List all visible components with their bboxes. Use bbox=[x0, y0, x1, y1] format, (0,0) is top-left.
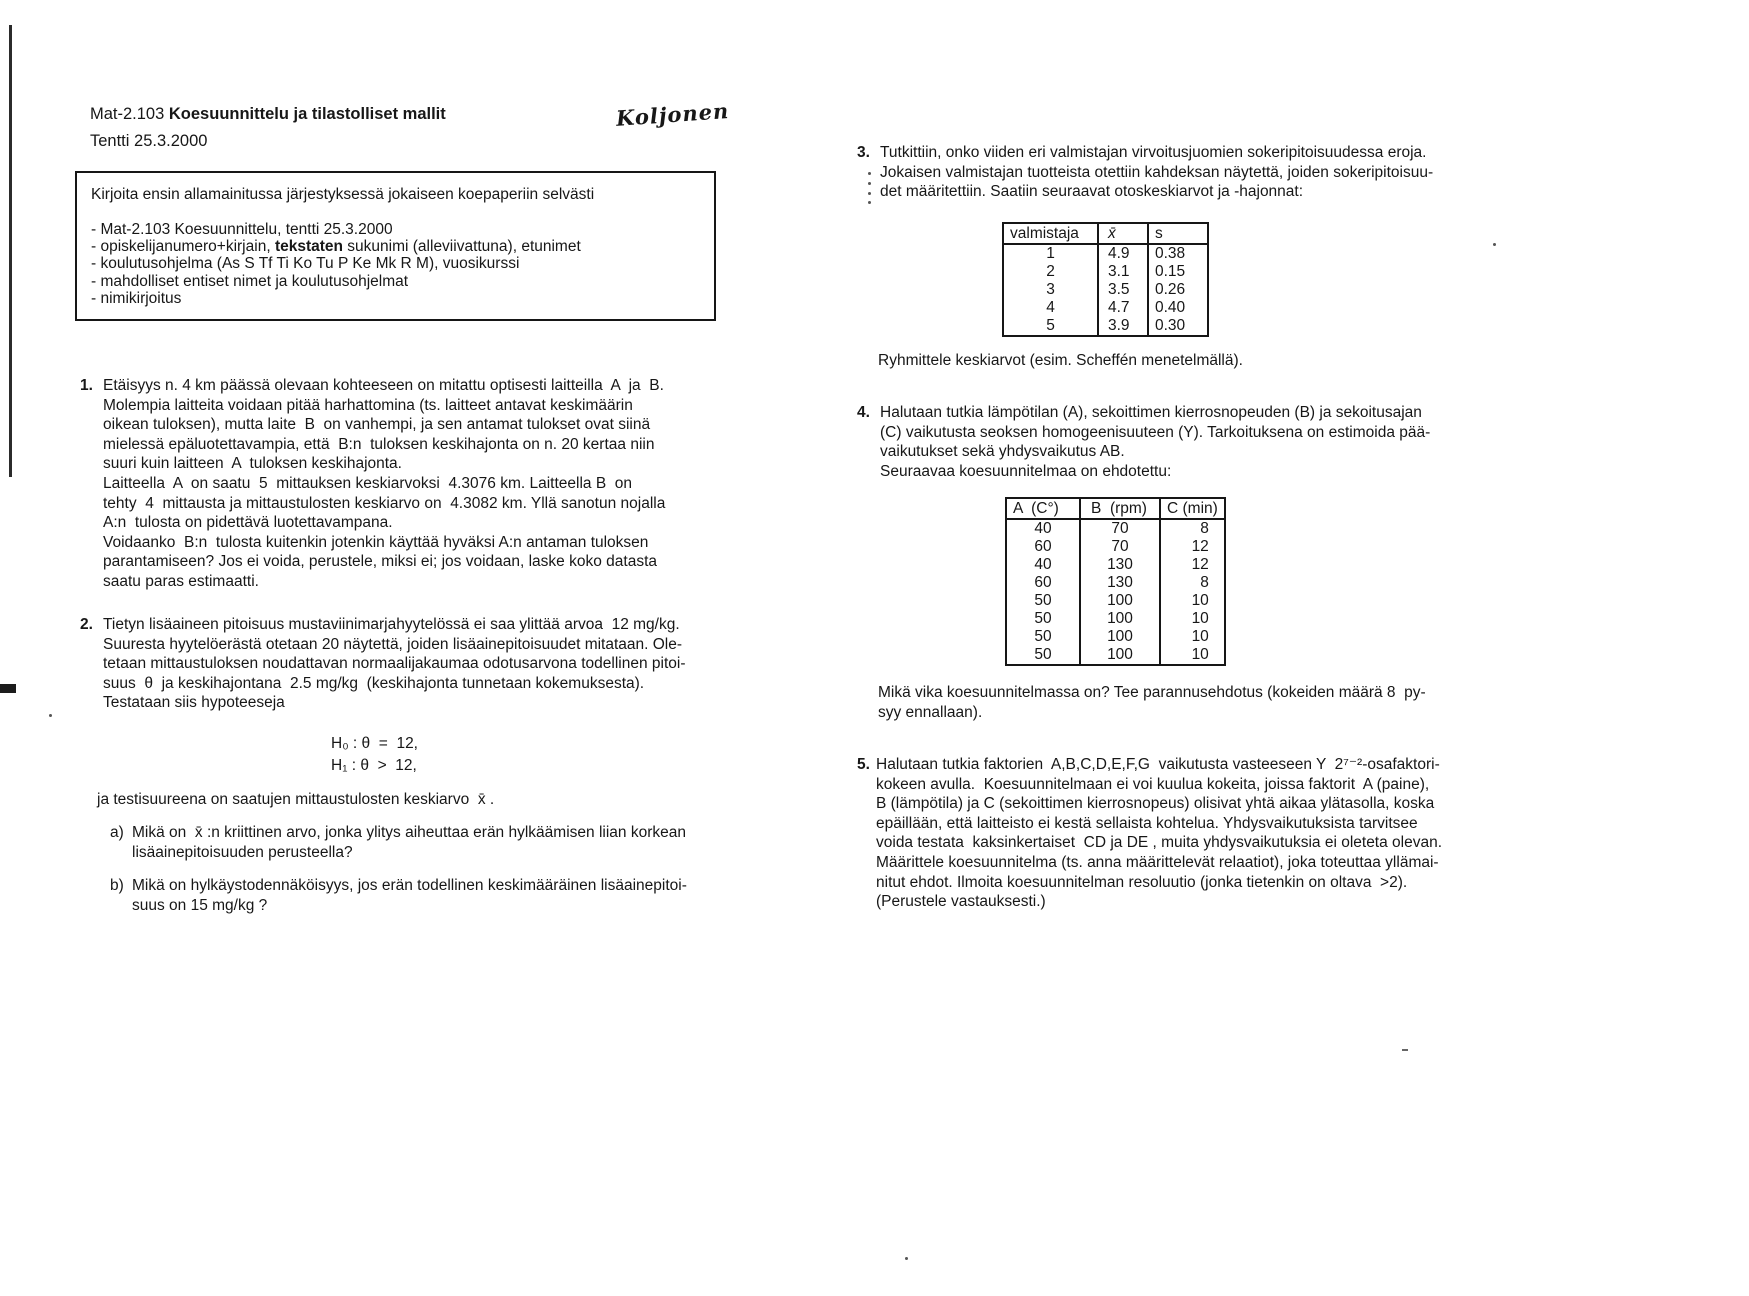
table-cell: 0.26 bbox=[1148, 281, 1208, 299]
table-cell: 50 bbox=[1034, 610, 1052, 627]
table-cell: 12 bbox=[1160, 538, 1225, 556]
question-2-number: 2. bbox=[80, 616, 93, 633]
table-cell: 70 bbox=[1080, 538, 1160, 556]
column-header-mean: x̄ bbox=[1098, 223, 1148, 244]
table-cell: 5 bbox=[1046, 317, 1055, 334]
hypotheses-block bbox=[331, 733, 418, 777]
question-5-text bbox=[876, 755, 1442, 912]
text-line: A:n tulosta on pidettävä luotettavampana. bbox=[103, 514, 393, 532]
question-3-task-line: Ryhmittele keskiarvot (esim. Scheffén menetelmällä). bbox=[878, 352, 1243, 369]
column-header-c: C (min) bbox=[1160, 498, 1225, 519]
text-line: suus θ ja keskihajontana 2.5 mg/kg (keskihajonta tunnetaan kokemuksesta). bbox=[103, 674, 645, 692]
text-line: Mikä on hylkäystodennäköisyys, jos erän todellinen keskimääräinen lisäainepitoi- bbox=[132, 877, 687, 894]
table-header-row bbox=[1003, 223, 1208, 244]
table-cell: 100 bbox=[1080, 592, 1160, 610]
table-cell: 50 bbox=[1034, 646, 1052, 663]
text-line: tehty 4 mittausta ja mittaustulosten keskiarvo on 4.3082 km. Yllä sanotun nojalla bbox=[103, 494, 666, 512]
text-line: Jokaisen valmistajan tuotteista otettiin kahdeksan näytettä, joiden sokeripitoisuu- bbox=[880, 163, 1434, 181]
table-cell: 60 bbox=[1034, 574, 1052, 591]
table-cell: 60 bbox=[1034, 538, 1052, 555]
scan-artifact-left-mark bbox=[0, 684, 16, 693]
question-2b-label: b) bbox=[110, 877, 124, 894]
table-row bbox=[1006, 538, 1225, 556]
course-title: Koesuunnittelu ja tilastolliset mallit bbox=[168, 105, 446, 123]
question-5-number: 5. bbox=[857, 756, 870, 773]
text-line: Määrittele koesuunnitelma (ts. anna määrittelevät relaatiot), joka toteuttaa yllämai- bbox=[876, 853, 1439, 871]
question-4-text bbox=[880, 403, 1430, 481]
text-line: (C) vaikutusta seoksen homogeenisuuteen (Y). Tarkoituksena on estimoida pää- bbox=[880, 423, 1431, 441]
text-line: tetaan mittaustuloksen noudattavan normaalijakaumaa odotusarvona todellinen pitoi- bbox=[103, 655, 686, 673]
table-cell: 50 bbox=[1034, 592, 1052, 609]
table-cell: 4.7 bbox=[1098, 299, 1148, 317]
table-cell: 8 bbox=[1160, 574, 1225, 592]
text-line: B (lämpötila) ja C (sekoittimen kierrosnopeus) olisivat yhtä aikaa ylätasolla, koska bbox=[876, 795, 1435, 813]
text-line: nitut ehdot. Ilmoita koesuunnitelman resoluutio (jonka tietenkin on oltava >2). bbox=[876, 873, 1408, 891]
hypothesis-h1: H₁ : θ > 12, bbox=[331, 757, 417, 774]
table-cell: 10 bbox=[1160, 628, 1225, 646]
question-1-text bbox=[103, 376, 665, 592]
text-line: suuri kuin laitteen A tuloksen keskihajonta. bbox=[103, 455, 402, 473]
table-body bbox=[1006, 519, 1225, 665]
table-cell: 3.5 bbox=[1098, 281, 1148, 299]
instruction-item-bold: tekstaten bbox=[274, 238, 343, 256]
question-2a-text bbox=[132, 823, 686, 862]
sample-statistics-table bbox=[1002, 222, 1209, 337]
table-cell: 40 bbox=[1034, 556, 1052, 573]
table-header bbox=[1006, 498, 1225, 519]
scan-artifact-dot bbox=[905, 1257, 908, 1260]
table-cell: 2 bbox=[1046, 263, 1055, 280]
table-cell: 3.1 bbox=[1098, 263, 1148, 281]
text-line: syy ennallaan). bbox=[878, 703, 983, 721]
column-header-sd: s bbox=[1148, 223, 1208, 244]
table-cell: 70 bbox=[1080, 519, 1160, 538]
table-header bbox=[1003, 223, 1208, 244]
text-line: vaikutukset sekä yhdysvaikutus AB. bbox=[880, 443, 1125, 461]
text-line: Molempia laitteita voidaan pitää harhattomina (ts. laitteet antavat keskimäärin bbox=[103, 396, 633, 414]
table-cell: 40 bbox=[1034, 520, 1052, 537]
question-5 bbox=[857, 755, 1442, 912]
text-line: parantamiseen? Jos ei voida, perustele, miksi ei; jos voidaan, laske koko datasta bbox=[103, 553, 657, 571]
course-title-line bbox=[90, 101, 446, 128]
scan-artifact-speck bbox=[1402, 1049, 1408, 1051]
table-cell: 10 bbox=[1160, 610, 1225, 628]
table-row bbox=[1006, 556, 1225, 574]
table-cell: 12 bbox=[1160, 556, 1225, 574]
table-cell: 0.38 bbox=[1148, 244, 1208, 263]
text-line: Tietyn lisäaineen pitoisuus mustaviinimarjahyytelössä ei saa ylittää arvoa 12 mg/kg. bbox=[103, 616, 680, 633]
table-row bbox=[1006, 628, 1225, 646]
question-3-number: 3. bbox=[857, 144, 870, 161]
text-line: Mikä vika koesuunnitelmassa on? Tee parannusehdotus (kokeiden määrä 8 py- bbox=[878, 684, 1426, 701]
table-cell: 10 bbox=[1160, 646, 1225, 665]
text-line: Laitteella A on saatu 5 mittauksen keskiarvoksi 4.3076 km. Laitteella B on bbox=[103, 474, 633, 492]
text-line: saatu paras estimaatti. bbox=[103, 572, 259, 590]
table-cell: 100 bbox=[1080, 646, 1160, 665]
table-row bbox=[1003, 317, 1208, 336]
text-line: epäillään, että laitteisto ei kestä sellaista kohtelua. Yhdysvaikutuksista tarvitsee bbox=[876, 814, 1418, 832]
instruction-item: - nimikirjoitus bbox=[91, 289, 182, 307]
table-cell: 130 bbox=[1080, 574, 1160, 592]
instruction-item bbox=[91, 238, 700, 255]
hypothesis-h0: H₀ : θ = 12, bbox=[331, 735, 418, 752]
examiner-signature: Koljonen bbox=[615, 98, 731, 131]
table-cell: 1 bbox=[1046, 245, 1055, 262]
text-line: Etäisyys n. 4 km päässä olevaan kohteeseen on mitattu optisesti laitteilla A ja B. bbox=[103, 377, 664, 394]
scan-artifact-left-line bbox=[9, 25, 12, 477]
question-4-task bbox=[878, 683, 1426, 722]
table-cell: 100 bbox=[1080, 628, 1160, 646]
text-line: (Perustele vastauksesti.) bbox=[876, 893, 1046, 911]
course-code: Mat-2.103 bbox=[90, 105, 165, 123]
text-line: Mikä on x̄ :n kriittinen arvo, jonka ylitys aiheuttaa erän hylkäämisen liian korkean bbox=[132, 824, 686, 841]
instruction-item: - koulutusohjelma (As S Tf Ti Ko Tu P Ke Mk R M), vuosikurssi bbox=[91, 255, 520, 273]
question-2-text bbox=[103, 615, 685, 713]
table-cell: 10 bbox=[1160, 592, 1225, 610]
test-statistic-line: ja testisuureena on saatujen mittaustulosten keskiarvo x̄ . bbox=[97, 791, 495, 808]
table-row bbox=[1003, 299, 1208, 317]
table-cell: 0.40 bbox=[1148, 299, 1208, 317]
text-line: suus on 15 mg/kg ? bbox=[132, 896, 268, 914]
instructions-box bbox=[75, 171, 716, 321]
column-header-a: A (C°) bbox=[1006, 498, 1080, 519]
table-cell: 130 bbox=[1080, 556, 1160, 574]
text-line: det määritettiin. Saatiin seuraavat otoskeskiarvot ja -hajonnat: bbox=[880, 183, 1304, 201]
question-2a bbox=[110, 823, 686, 862]
scan-artifact-dot bbox=[49, 714, 52, 717]
text-line: Voidaanko B:n tulosta kuitenkin jotenkin käyttää hyväksi A:n antaman tuloksen bbox=[103, 533, 649, 551]
question-2b bbox=[110, 876, 687, 915]
text-line: Testataan siis hypoteeseja bbox=[103, 694, 285, 712]
text-line: kokeen avulla. Koesuunnitelmaan ei voi kuulua kokeita, joissa faktorit A (paine), bbox=[876, 775, 1430, 793]
text-line: Suuresta hyytelöerästä otetaan 20 näytettä, joiden lisäainepitoisuudet mitataan. Ole- bbox=[103, 635, 683, 653]
table-cell: 4.9 bbox=[1098, 244, 1148, 263]
column-header-b: B (rpm) bbox=[1080, 498, 1160, 519]
column-header-valmistaja: valmistaja bbox=[1003, 223, 1098, 244]
scan-artifact-dot bbox=[1493, 243, 1496, 246]
question-4-number: 4. bbox=[857, 404, 870, 421]
text-line: mielessä epäluotettavampia, että B:n tuloksen keskihajonta on n. 20 kertaa niin bbox=[103, 435, 655, 453]
text-line: voida testata kaksinkertaiset CD ja DE , muita yhdysvaikutuksia ei oleteta olevan. bbox=[876, 834, 1443, 852]
instruction-item: - Mat-2.103 Koesuunnittelu, tentti 25.3.2000 bbox=[91, 221, 393, 238]
table-cell: 0.15 bbox=[1148, 263, 1208, 281]
document-header bbox=[90, 101, 446, 155]
table-row bbox=[1006, 592, 1225, 610]
table-body bbox=[1003, 244, 1208, 336]
instruction-item-pre: - opiskelijanumero+kirjain, bbox=[91, 238, 275, 256]
table-row bbox=[1003, 263, 1208, 281]
table-cell: 100 bbox=[1080, 610, 1160, 628]
table-row bbox=[1006, 574, 1225, 592]
question-4 bbox=[857, 403, 1430, 481]
text-line: Halutaan tutkia faktorien A,B,C,D,E,F,G vaikutusta vasteeseen Y 2⁷⁻²-osafaktori- bbox=[876, 756, 1440, 773]
text-line: lisäainepitoisuuden perusteella? bbox=[132, 843, 353, 861]
exam-date-line: Tentti 25.3.2000 bbox=[90, 132, 208, 150]
text-line: Seuraavaa koesuunnitelmaa on ehdotettu: bbox=[880, 462, 1172, 480]
table-cell: 4 bbox=[1046, 299, 1055, 316]
table-row bbox=[1006, 646, 1225, 665]
table-cell: 8 bbox=[1160, 519, 1225, 538]
instructions-list bbox=[91, 221, 700, 307]
table-row bbox=[1003, 244, 1208, 263]
table-cell: 3 bbox=[1046, 281, 1055, 298]
question-3-text bbox=[880, 143, 1433, 202]
table-row bbox=[1006, 519, 1225, 538]
table-row bbox=[1003, 281, 1208, 299]
table-cell: 50 bbox=[1034, 628, 1052, 645]
table-cell: 3.9 bbox=[1098, 317, 1148, 336]
question-4-task-text bbox=[878, 683, 1426, 722]
question-3 bbox=[857, 143, 1433, 202]
instruction-item-post: sukunimi (alleviivattuna), etunimet bbox=[343, 238, 581, 256]
question-2 bbox=[80, 615, 685, 713]
experiment-design-table bbox=[1005, 497, 1226, 666]
question-1-number: 1. bbox=[80, 377, 93, 394]
instructions-intro: Kirjoita ensin allamainitussa järjestyksessä jokaiseen koepaperiin selvästi bbox=[91, 186, 595, 203]
table-row bbox=[1006, 610, 1225, 628]
table-header-row bbox=[1006, 498, 1225, 519]
question-2b-text bbox=[132, 876, 687, 915]
text-line: Tutkittiin, onko viiden eri valmistajan virvoitusjuomien sokeripitoisuudessa eroja. bbox=[880, 144, 1427, 161]
text-line: Halutaan tutkia lämpötilan (A), sekoittimen kierrosnopeuden (B) ja sekoitusajan bbox=[880, 404, 1422, 421]
question-2a-label: a) bbox=[110, 824, 124, 841]
question-1 bbox=[80, 376, 665, 592]
text-line: oikean tuloksen), mutta laite B on vanhempi, ja sen antamat tulokset ovat siinä bbox=[103, 416, 651, 434]
table-cell: 0.30 bbox=[1148, 317, 1208, 336]
instruction-item: - mahdolliset entiset nimet ja koulutusohjelmat bbox=[91, 272, 409, 290]
